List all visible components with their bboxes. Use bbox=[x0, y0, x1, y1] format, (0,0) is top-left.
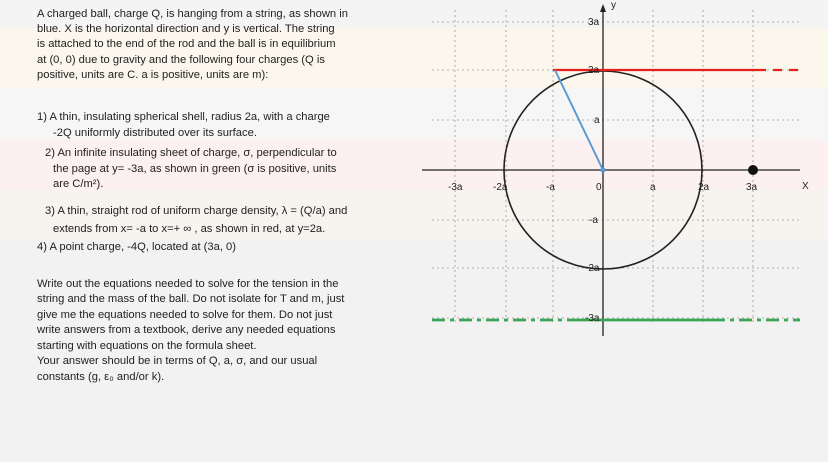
instruction-line: starting with equations on the formula sheet. bbox=[37, 340, 257, 352]
y-tick-label: -3a bbox=[585, 313, 600, 324]
item-1-line: 1) A thin, insulating spherical shell, radius 2a, with a charge bbox=[37, 111, 330, 123]
x-tick-label: -2a bbox=[493, 182, 508, 193]
y-tick-label: 2a bbox=[588, 65, 600, 76]
item-1-line: -2Q uniformly distributed over its surface. bbox=[53, 127, 257, 139]
x-tick-label: 2a bbox=[698, 182, 710, 193]
item-3-line: extends from x= -a to x=+ ∞ , as shown in red, at y=2a. bbox=[53, 223, 326, 235]
item-4-line: 4) A point charge, -4Q, located at (3a, 0) bbox=[37, 241, 237, 253]
item-2-line: 2) An infinite insulating sheet of charge, σ, perpendicular to bbox=[45, 147, 337, 159]
instruction-line: Write out the equations needed to solve for the tension in the bbox=[37, 278, 339, 290]
y-tick-label: a bbox=[594, 115, 600, 126]
x-tick-label: a bbox=[650, 182, 656, 193]
intro-line: at (0, 0) due to gravity and the following four charges (Q is bbox=[37, 54, 325, 66]
x-tick-label: 3a bbox=[746, 182, 758, 193]
vertical-grid bbox=[455, 10, 753, 322]
y-axis-label: y bbox=[611, 0, 616, 11]
item-3-line: 3) A thin, straight rod of uniform charge density, λ = (Q/a) and bbox=[45, 205, 348, 217]
x-axis-label: X bbox=[802, 181, 809, 192]
x-tick-label: 0 bbox=[596, 182, 602, 193]
x-tick-label: -3a bbox=[448, 182, 463, 193]
instruction-line: write answers from a textbook, derive any needed equations bbox=[37, 324, 336, 336]
instruction-line: constants (g, ε₀ and/or k). bbox=[37, 371, 165, 383]
instruction-line: string and the mass of the ball. Do not isolate for T and m, just bbox=[37, 293, 345, 305]
intro-line: positive, units are C. a is positive, units are m): bbox=[37, 69, 269, 81]
charged-ball bbox=[600, 167, 605, 172]
instruction-line: Your answer should be in terms of Q, a, σ, and our usual bbox=[37, 355, 318, 367]
x-tick-label: -a bbox=[546, 182, 555, 193]
intro-line: A charged ball, charge Q, is hanging from a string, as shown in bbox=[37, 8, 348, 20]
point-charge bbox=[748, 165, 758, 175]
y-tick-label: -2a bbox=[585, 263, 600, 274]
item-2-line: the page at y= -3a, as shown in green (σ is positive, units bbox=[53, 163, 337, 175]
y-axis-arrow-icon bbox=[600, 4, 606, 12]
y-tick-label: -a bbox=[589, 215, 598, 226]
instruction-line: give me the equations needed to solve for them. Do not just bbox=[37, 309, 333, 321]
intro-line: is attached to the end of the rod and the ball is in equilibrium bbox=[37, 38, 336, 50]
intro-line: blue. X is the horizontal direction and y is vertical. The string bbox=[37, 23, 335, 35]
y-tick-label: 3a bbox=[588, 17, 600, 28]
item-2-line: are C/m²). bbox=[53, 178, 104, 190]
